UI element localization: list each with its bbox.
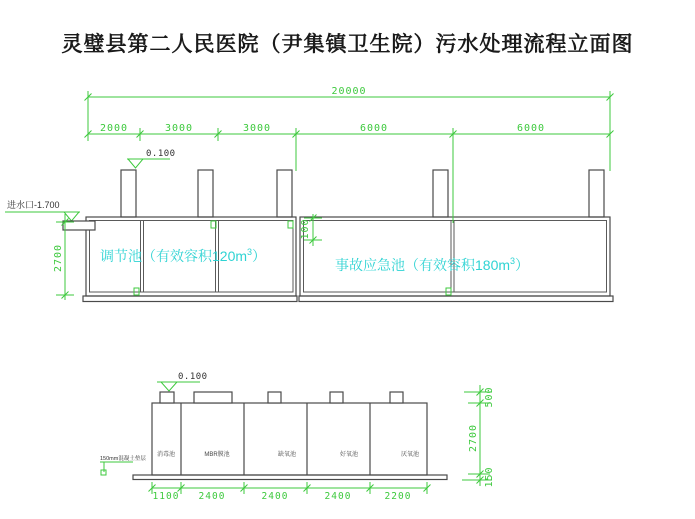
level-mark-top <box>127 159 170 168</box>
segment-dim-label-1: 2000 <box>99 123 129 134</box>
height-dim-2700b-label: 2700 <box>468 423 479 453</box>
package-tank-outline <box>133 392 447 480</box>
regulating-tank-label: 调节池（有效容积$120m^3$） <box>100 247 267 264</box>
emergency-tank-label: 事故应急池（有效容积$180m^3$） <box>335 256 530 273</box>
segment-dim-label-3: 3000 <box>242 123 272 134</box>
level-mark-bottom <box>157 382 200 391</box>
height-dim-500-label: 500 <box>484 386 495 408</box>
inlet-marker <box>5 212 95 230</box>
compartment-label-1: 消毒池 <box>156 452 176 458</box>
level-mark-top-label: 0.100 <box>146 149 176 159</box>
overall-dim-label: 20000 <box>331 86 367 97</box>
compartment-label-3: 缺氧池 <box>277 452 297 458</box>
tank-vent-columns <box>121 170 604 217</box>
width-dim-label-5: 2200 <box>384 491 412 502</box>
drawing-title: 灵璧县第二人民医院（尹集镇卫生院）污水处理流程立面图 <box>61 32 634 56</box>
segment-dim-label-4: 6000 <box>359 123 389 134</box>
base-slab <box>133 475 447 480</box>
compartment-label-4: 好氧池 <box>339 452 359 458</box>
base-note-leader <box>100 462 133 475</box>
width-dim-label-3: 2400 <box>261 491 289 502</box>
width-dim-label-4: 2400 <box>324 491 352 502</box>
compartment-label-5: 厌氧池 <box>400 452 420 458</box>
segment-dim-label-5: 6000 <box>516 123 546 134</box>
height-dim-150-label: 150 <box>484 466 495 488</box>
bottom-elevation-drawing <box>100 372 495 502</box>
width-dim-label-2: 2400 <box>198 491 226 502</box>
segment-dim-label-2: 3000 <box>164 123 194 134</box>
level-mark-bottom-label: 0.100 <box>178 372 208 382</box>
segment-dimension-line <box>85 128 614 223</box>
compartment-label-2: MBR膜池 <box>204 452 230 458</box>
width-dim-label-1: 1100 <box>152 491 180 502</box>
inlet-label: 进水口-1.700 <box>7 200 60 210</box>
step-dim-100-label: 100 <box>300 218 311 240</box>
top-elevation-drawing <box>5 86 614 302</box>
height-dim-2700-label: 2700 <box>53 243 64 273</box>
base-note-label: 150mm混凝土垫层 <box>100 456 146 462</box>
